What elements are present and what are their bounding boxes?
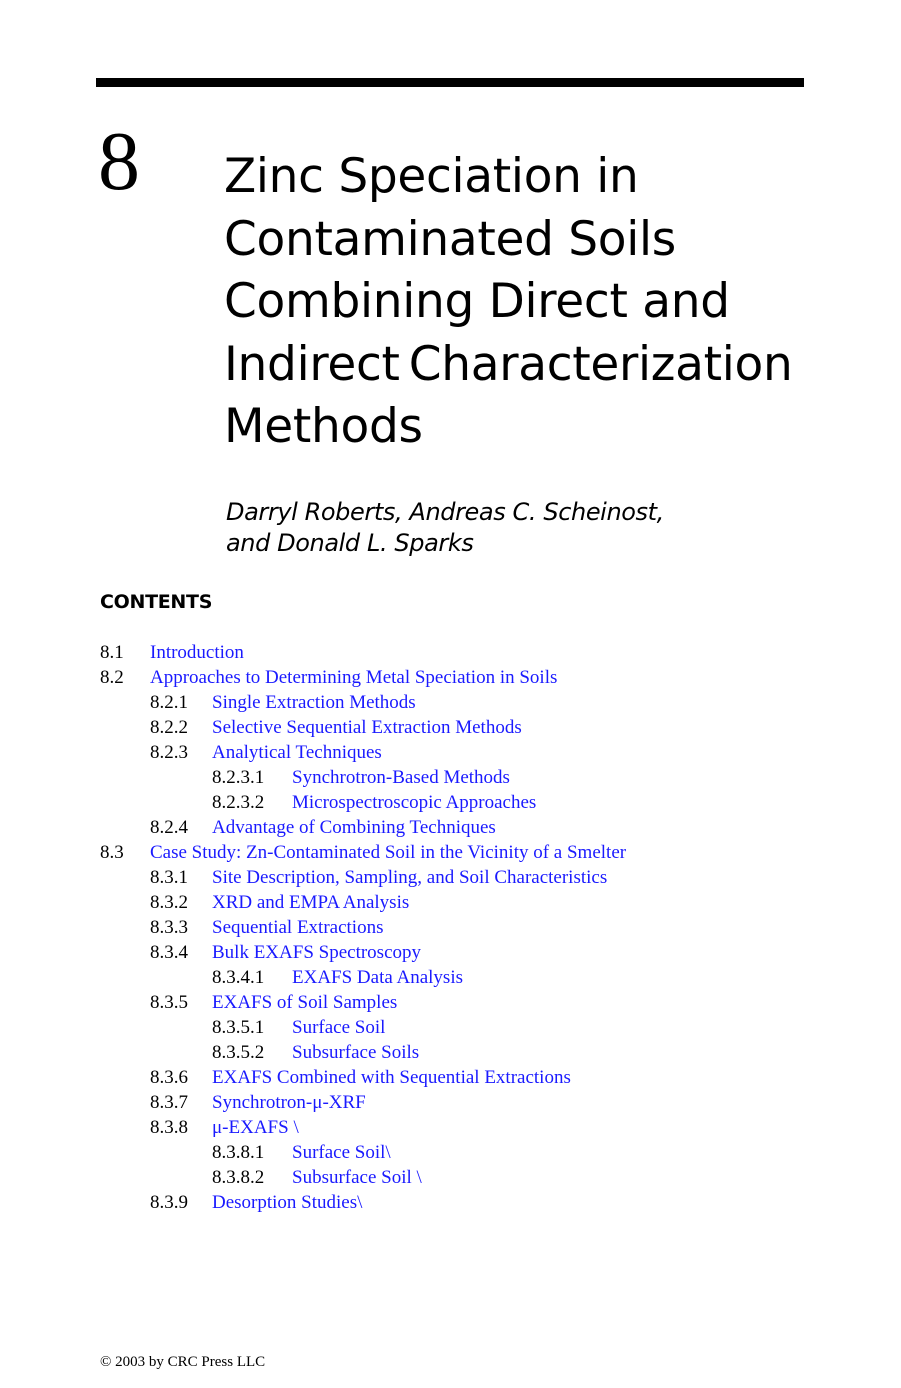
toc-entry bbox=[0, 1090, 901, 1115]
chapter-number: 8 bbox=[98, 115, 140, 208]
toc-entry-link[interactable]: Subsurface Soils bbox=[292, 1042, 420, 1063]
chapter-title-line: Indirect Characterization bbox=[224, 336, 793, 392]
toc-entry-link[interactable]: Advantage of Combining Techniques bbox=[212, 817, 496, 838]
chapter-title bbox=[224, 146, 864, 459]
toc-entry bbox=[0, 840, 901, 865]
toc-entry-number: 8.3.8 bbox=[150, 1117, 188, 1138]
toc-entry bbox=[0, 665, 901, 690]
toc-entry-link[interactable]: Surface Soil bbox=[292, 1017, 386, 1038]
toc-entry bbox=[0, 865, 901, 890]
toc-entry-number: 8.3.9 bbox=[150, 1192, 188, 1213]
toc-entry-link[interactable]: Selective Sequential Extraction Methods bbox=[212, 717, 522, 738]
chapter-top-rule bbox=[96, 78, 804, 87]
toc-entry bbox=[0, 915, 901, 940]
toc-entry bbox=[0, 1190, 901, 1215]
toc-entry-number: 8.3.8.2 bbox=[212, 1167, 265, 1188]
toc-entry-link[interactable]: XRD and EMPA Analysis bbox=[212, 892, 410, 913]
toc-entry-number: 8.1 bbox=[100, 642, 124, 663]
toc-entry-number: 8.2 bbox=[100, 667, 124, 688]
toc-entry-number: 8.2.3 bbox=[150, 742, 188, 763]
toc-entry-number: 8.3.1 bbox=[150, 867, 188, 888]
toc-entry-number: 8.3.7 bbox=[150, 1092, 188, 1113]
toc-entry bbox=[0, 790, 901, 815]
toc-entry-number: 8.3.2 bbox=[150, 892, 188, 913]
chapter-title-line: Zinc Speciation in bbox=[224, 149, 639, 204]
chapter-title-line: Combining Direct and bbox=[224, 274, 730, 329]
toc-entry bbox=[0, 965, 901, 990]
toc-entry-number: 8.3.3 bbox=[150, 917, 188, 938]
toc-entry-number: 8.3.5 bbox=[150, 992, 188, 1013]
toc-entry bbox=[0, 940, 901, 965]
toc-entry-number: 8.3.5.2 bbox=[212, 1042, 265, 1063]
authors bbox=[226, 497, 664, 559]
chapter-title-line: Contaminated Soils bbox=[224, 211, 676, 267]
authors-line: Darryl Roberts, Andreas C. Scheinost, bbox=[226, 498, 664, 526]
toc-entry-link[interactable]: Desorption Studies\ bbox=[212, 1192, 363, 1213]
toc-entry bbox=[0, 1115, 901, 1140]
toc-entry bbox=[0, 1040, 901, 1065]
toc-entry bbox=[0, 1015, 901, 1040]
authors-line: and Donald L. Sparks bbox=[226, 529, 474, 557]
toc-entry-number: 8.2.4 bbox=[150, 817, 188, 838]
toc-entry-link[interactable]: Microspectroscopic Approaches bbox=[292, 792, 537, 813]
toc-entry-link[interactable]: Introduction bbox=[150, 642, 244, 663]
toc-entry-number: 8.2.1 bbox=[150, 692, 188, 713]
toc-entry bbox=[0, 890, 901, 915]
toc-entry bbox=[0, 1140, 901, 1165]
copyright-footer: © 2003 by CRC Press LLC bbox=[100, 1354, 266, 1370]
chapter-title-line: Methods bbox=[224, 399, 423, 454]
toc-entry-number: 8.3.4.1 bbox=[212, 967, 265, 988]
toc-entry-link[interactable]: Bulk EXAFS Spectroscopy bbox=[212, 942, 421, 963]
toc-entry bbox=[0, 765, 901, 790]
toc-entry-link[interactable]: Sequential Extractions bbox=[212, 917, 384, 938]
contents-heading: CONTENTS bbox=[100, 591, 213, 613]
toc-entry-number: 8.3 bbox=[100, 842, 124, 863]
toc-entry-link[interactable]: Synchrotron-μ-XRF bbox=[212, 1092, 366, 1113]
toc-entry-link[interactable]: Case Study: Zn-Contaminated Soil in the Vicinity of a Smelter bbox=[150, 842, 627, 863]
toc-entry-link[interactable]: EXAFS of Soil Samples bbox=[212, 992, 398, 1013]
toc-entry-link[interactable]: Analytical Techniques bbox=[212, 742, 382, 763]
toc-entry bbox=[0, 990, 901, 1015]
toc-entry bbox=[0, 715, 901, 740]
toc-entry bbox=[0, 1065, 901, 1090]
toc-entry-link[interactable]: Site Description, Sampling, and Soil Characteristics bbox=[212, 867, 608, 888]
toc-entry-number: 8.3.6 bbox=[150, 1067, 188, 1088]
toc-entry-number: 8.3.5.1 bbox=[212, 1017, 265, 1038]
toc-entry-number: 8.3.8.1 bbox=[212, 1142, 265, 1163]
toc-entry bbox=[0, 740, 901, 765]
toc-entry-link[interactable]: Surface Soil\ bbox=[292, 1142, 391, 1163]
toc-entry-link[interactable]: μ-EXAFS \ bbox=[212, 1117, 299, 1138]
toc-entry-link[interactable]: Subsurface Soil \ bbox=[292, 1167, 422, 1188]
toc-entry bbox=[0, 1165, 901, 1190]
toc-entry-link[interactable]: EXAFS Combined with Sequential Extractions bbox=[212, 1067, 571, 1088]
toc-entry-number: 8.2.2 bbox=[150, 717, 188, 738]
toc-entry-number: 8.3.4 bbox=[150, 942, 188, 963]
toc-entry-number: 8.2.3.1 bbox=[212, 767, 265, 788]
toc-entry bbox=[0, 690, 901, 715]
toc-entry-link[interactable]: Approaches to Determining Metal Speciation in Soils bbox=[150, 667, 558, 688]
toc-entry bbox=[0, 640, 901, 665]
toc-entry bbox=[0, 815, 901, 840]
table-of-contents bbox=[0, 640, 901, 1215]
toc-entry-link[interactable]: Single Extraction Methods bbox=[212, 692, 416, 713]
toc-entry-link[interactable]: EXAFS Data Analysis bbox=[292, 967, 463, 988]
toc-entry-link[interactable]: Synchrotron-Based Methods bbox=[292, 767, 510, 788]
toc-entry-number: 8.2.3.2 bbox=[212, 792, 265, 813]
